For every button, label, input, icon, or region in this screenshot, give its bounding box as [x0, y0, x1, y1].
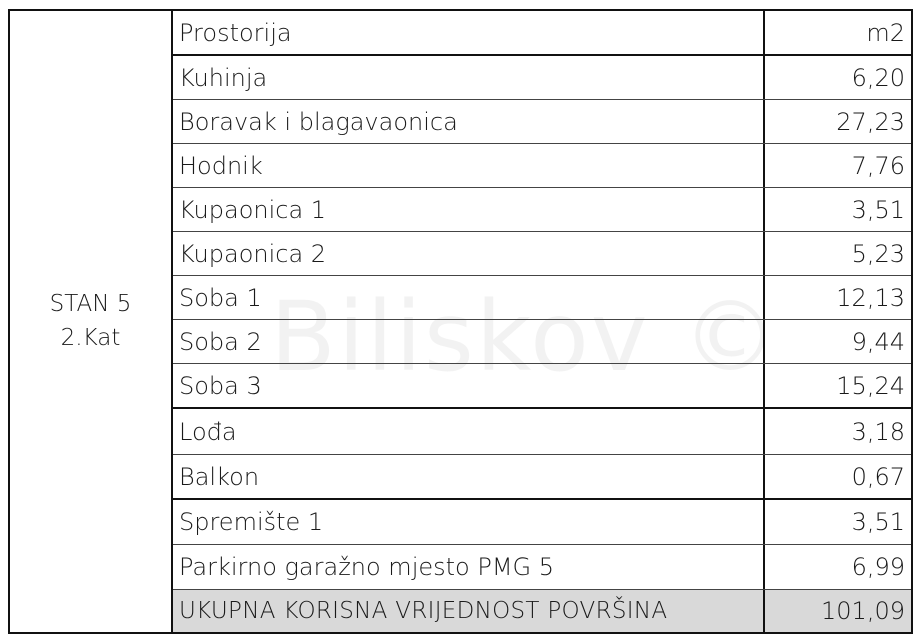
header-room: Prostorija — [173, 11, 765, 54]
room-name: Kuhinja — [173, 56, 765, 99]
unit-name: STAN 5 — [49, 291, 132, 318]
room-name: Parkirno garažno mjesto PMG 5 — [173, 545, 765, 589]
room-name: Soba 2 — [173, 320, 765, 363]
header-area: m2 — [866, 18, 905, 47]
room-name: Balkon — [173, 455, 765, 498]
table-row — [173, 409, 911, 455]
table-row — [173, 56, 911, 100]
room-name: Spremište 1 — [173, 500, 765, 544]
room-name: Boravak i blagavaonica — [173, 100, 765, 143]
room-area: 3,51 — [851, 508, 905, 536]
room-area: 3,51 — [851, 195, 905, 224]
room-area: 6,20 — [851, 63, 905, 92]
room-name: Hodnik — [173, 144, 765, 187]
total-row — [173, 590, 911, 632]
area-table — [8, 9, 913, 634]
table-row — [173, 500, 911, 545]
room-area: 5,23 — [851, 239, 905, 268]
room-name: Kupaonica 2 — [173, 232, 765, 275]
table-row — [173, 276, 911, 320]
room-area: 12,13 — [836, 283, 905, 312]
unit-floor: 2.Kat — [60, 324, 121, 351]
table-row — [173, 232, 911, 276]
header-row — [173, 11, 911, 56]
room-area: 27,23 — [836, 107, 905, 136]
table-row — [173, 455, 911, 500]
table-row — [173, 364, 911, 409]
room-area: 9,44 — [851, 327, 905, 356]
room-area: 0,67 — [851, 462, 905, 491]
table-row — [173, 188, 911, 232]
table-row — [173, 100, 911, 144]
total-label: UKUPNA KORISNA VRIJEDNOST POVRŠINA — [173, 590, 765, 632]
table-row — [173, 144, 911, 188]
room-area: 15,24 — [836, 371, 905, 400]
unit-label-cell — [10, 11, 173, 632]
room-area: 3,18 — [851, 417, 905, 446]
room-name: Soba 1 — [173, 276, 765, 319]
table-row — [173, 320, 911, 364]
room-name: Kupaonica 1 — [173, 188, 765, 231]
room-name: Soba 3 — [173, 364, 765, 407]
room-area: 7,76 — [851, 151, 905, 180]
room-area: 6,99 — [851, 553, 905, 581]
rooms-table — [173, 11, 911, 632]
watermark: Biliskov © — [270, 281, 781, 393]
table-row — [173, 545, 911, 590]
total-area: 101,09 — [765, 590, 911, 632]
room-name: Lođa — [173, 409, 765, 454]
